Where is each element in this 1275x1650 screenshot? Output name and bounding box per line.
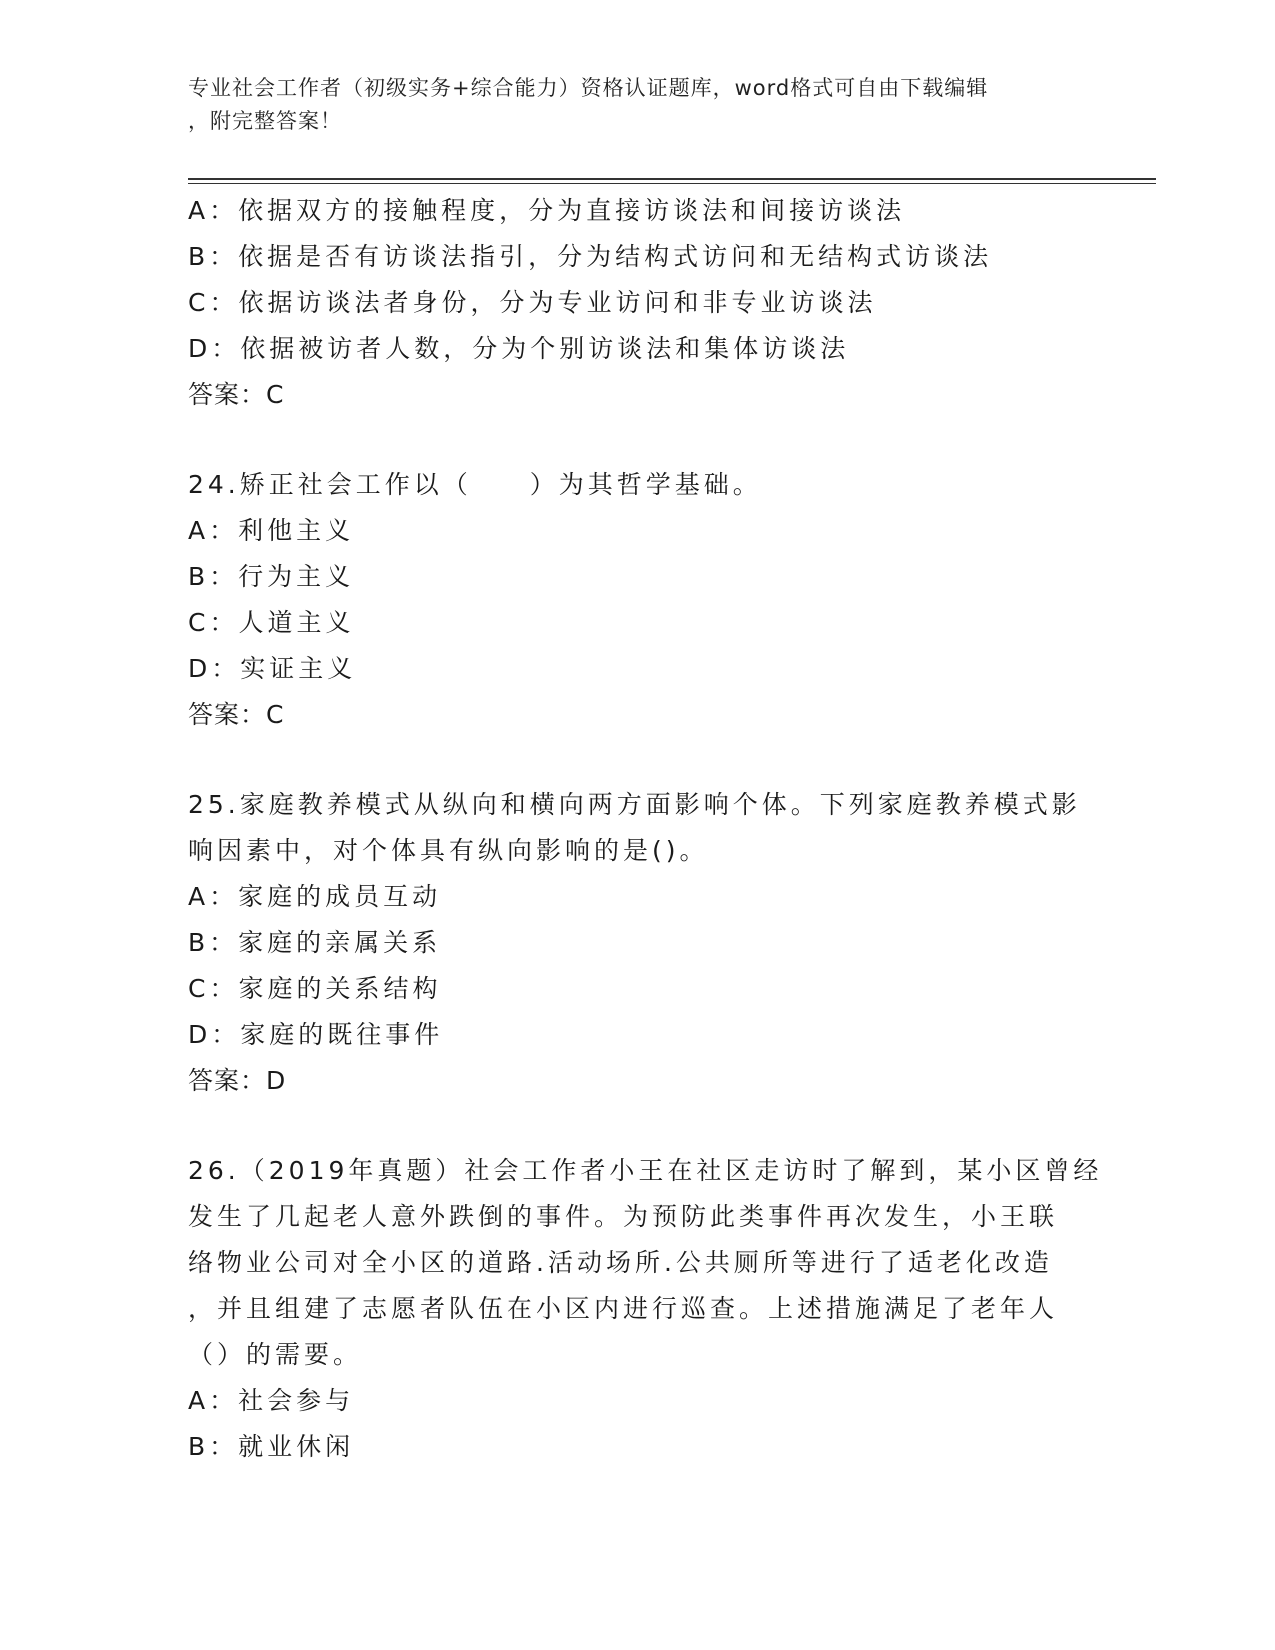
option-b: B：依据是否有访谈法指引，分为结构式访问和无结构式访谈法	[188, 242, 993, 271]
question-stem-line-1: 25.家庭教养模式从纵向和横向两方面影响个体。下列家庭教养模式影	[188, 790, 1081, 819]
question-stem-line-2: 发生了几起老人意外跌倒的事件。为预防此类事件再次发生，小王联	[188, 1202, 1059, 1231]
question-stem-line-2: 响因素中，对个体具有纵向影响的是()。	[188, 836, 709, 865]
spacer	[188, 738, 1088, 782]
option-a: A：利他主义	[188, 516, 355, 545]
option-a: A：家庭的成员互动	[188, 882, 442, 911]
header-line-2: ，附完整答案！	[188, 109, 342, 133]
header-rule-thick	[188, 178, 1156, 180]
option-b: B：就业休闲	[188, 1432, 355, 1461]
question-stem-line-3: 络物业公司对全小区的道路.活动场所.公共厕所等进行了适老化改造	[188, 1248, 1053, 1277]
question-list	[188, 188, 1103, 1470]
option-b: B：家庭的亲属关系	[188, 928, 442, 957]
answer: 答案：D	[188, 1066, 287, 1095]
question-23	[188, 188, 1088, 418]
option-d: D：实证主义	[188, 654, 357, 683]
question-stem-line-4: ，并且组建了志愿者队伍在小区内进行巡查。上述措施满足了老年人	[188, 1294, 1059, 1323]
option-c: C：依据访谈法者身份，分为专业访问和非专业访谈法	[188, 288, 877, 317]
question-24	[188, 462, 1088, 738]
option-c: C：人道主义	[188, 608, 355, 637]
header-line-1: 专业社会工作者（初级实务+综合能力）资格认证题库，word格式可自由下载编辑	[188, 76, 989, 100]
spacer	[188, 418, 1088, 462]
answer: 答案：C	[188, 380, 285, 409]
option-b: B：行为主义	[188, 562, 355, 591]
option-a: A：依据双方的接触程度，分为直接访谈法和间接访谈法	[188, 196, 906, 225]
question-25	[188, 782, 1088, 1104]
option-d: D：家庭的既往事件	[188, 1020, 444, 1049]
answer: 答案：C	[188, 700, 285, 729]
question-stem-line-1: 26.（2019年真题）社会工作者小王在社区走访时了解到，某小区曾经	[188, 1156, 1103, 1185]
question-stem-line-5: （）的需要。	[188, 1340, 363, 1369]
document-header	[188, 72, 1088, 138]
header-rule-thin	[188, 183, 1156, 184]
question-stem: 24.矫正社会工作以（ ）为其哲学基础。	[188, 470, 762, 499]
option-c: C：家庭的关系结构	[188, 974, 442, 1003]
option-d: D：依据被访者人数，分为个别访谈法和集体访谈法	[188, 334, 850, 363]
option-a: A：社会参与	[188, 1386, 355, 1415]
spacer	[188, 1104, 1088, 1148]
question-26	[188, 1148, 1103, 1470]
